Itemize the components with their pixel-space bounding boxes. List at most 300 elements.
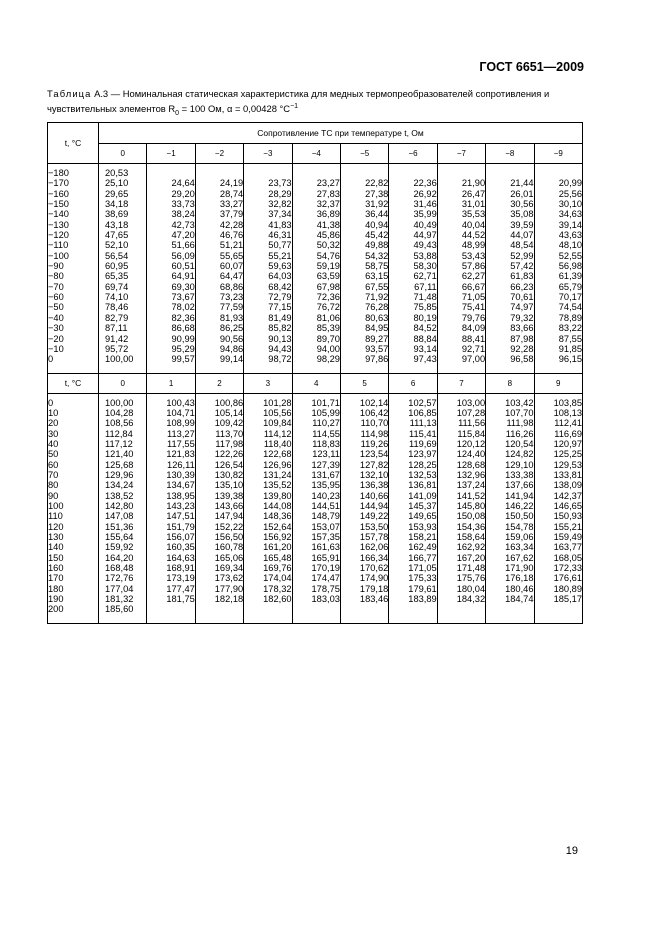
table-row xyxy=(48,501,583,511)
table-row xyxy=(48,480,583,490)
resistance-cell: 35,53 xyxy=(437,209,485,219)
resistance-cell: 123,11 xyxy=(292,449,340,459)
resistance-cell: 140,23 xyxy=(292,491,340,501)
resistance-cell: 22,36 xyxy=(389,178,437,188)
table-row xyxy=(48,344,583,354)
table-row xyxy=(48,460,583,470)
resistance-cell: 126,96 xyxy=(244,460,292,470)
resistance-cell: 115,41 xyxy=(389,429,437,439)
resistance-cell: 76,72 xyxy=(292,302,340,312)
resistance-cell xyxy=(389,164,437,179)
resistance-cell: 159,49 xyxy=(534,532,582,542)
resistance-cell: 156,92 xyxy=(244,532,292,542)
resistance-cell: 151,79 xyxy=(147,522,195,532)
resistance-cell: 145,80 xyxy=(437,501,485,511)
caption-label: Таблица xyxy=(47,88,92,99)
table-row xyxy=(48,491,583,501)
resistance-cell: 168,05 xyxy=(534,553,582,563)
resistance-cell: 82,36 xyxy=(147,313,195,323)
resistance-cell: 169,76 xyxy=(244,563,292,573)
resistance-cell: 71,05 xyxy=(437,292,485,302)
resistance-cell: 30,10 xyxy=(534,199,582,209)
resistance-cell: 95,72 xyxy=(99,344,147,354)
resistance-cell: 137,24 xyxy=(437,480,485,490)
temperature-cell: −170 xyxy=(48,178,99,188)
resistance-cell: 82,79 xyxy=(99,313,147,323)
temperature-cell: 180 xyxy=(48,584,99,594)
resistance-cell: 106,85 xyxy=(389,408,437,418)
resistance-cell: 148,36 xyxy=(244,511,292,521)
resistance-cell: 95,29 xyxy=(147,344,195,354)
resistance-cell: 135,10 xyxy=(195,480,243,490)
resistance-cell: 93,14 xyxy=(389,344,437,354)
table-row xyxy=(48,271,583,281)
resistance-cell: 157,78 xyxy=(340,532,388,542)
temperature-cell: 110 xyxy=(48,511,99,521)
table-caption xyxy=(47,88,587,120)
table-row xyxy=(48,164,583,179)
pos-column-header: 5 xyxy=(340,373,388,393)
resistance-cell: 122,68 xyxy=(244,449,292,459)
resistance-cell: 107,70 xyxy=(486,408,534,418)
resistance-cell: 131,67 xyxy=(292,470,340,480)
temperature-cell: 40 xyxy=(48,439,99,449)
resistance-cell: 75,85 xyxy=(389,302,437,312)
resistance-cell: 160,78 xyxy=(195,542,243,552)
resistance-cell: 102,57 xyxy=(389,393,437,408)
resistance-cell: 162,92 xyxy=(437,542,485,552)
resistance-cell: 27,83 xyxy=(292,189,340,199)
resistance-cell: 26,47 xyxy=(437,189,485,199)
resistance-cell: 109,42 xyxy=(195,418,243,428)
resistance-cell: 146,22 xyxy=(486,501,534,511)
resistance-cell: 147,51 xyxy=(147,511,195,521)
resistance-cell: 139,38 xyxy=(195,491,243,501)
resistance-cell xyxy=(244,604,292,623)
resistance-cell: 26,92 xyxy=(389,189,437,199)
resistance-cell: 100,86 xyxy=(195,393,243,408)
resistance-cell: 31,92 xyxy=(340,199,388,209)
resistance-cell: 47,20 xyxy=(147,230,195,240)
resistance-cell: 83,22 xyxy=(534,323,582,333)
resistance-cell: 52,10 xyxy=(99,240,147,250)
pos-column-header: 6 xyxy=(389,373,437,393)
resistance-cell: 174,90 xyxy=(340,573,388,583)
resistance-cell: 98,72 xyxy=(244,354,292,373)
pos-column-header: 3 xyxy=(244,373,292,393)
resistance-cell: 44,97 xyxy=(389,230,437,240)
neg-column-header: −1 xyxy=(147,144,195,164)
resistance-cell: 105,56 xyxy=(244,408,292,418)
resistance-cell: 63,15 xyxy=(340,271,388,281)
resistance-cell: 132,53 xyxy=(389,470,437,480)
resistance-cell: 177,90 xyxy=(195,584,243,594)
resistance-cell: 49,88 xyxy=(340,240,388,250)
resistance-cell: 48,10 xyxy=(534,240,582,250)
resistance-cell: 172,33 xyxy=(534,563,582,573)
resistance-cell: 155,64 xyxy=(99,532,147,542)
resistance-cell: 118,40 xyxy=(244,439,292,449)
resistance-cell: 162,06 xyxy=(340,542,388,552)
resistance-cell: 34,63 xyxy=(534,209,582,219)
table-row xyxy=(48,178,583,188)
resistance-cell: 62,71 xyxy=(389,271,437,281)
resistance-cell: 161,20 xyxy=(244,542,292,552)
resistance-cell: 129,10 xyxy=(486,460,534,470)
table-row xyxy=(48,251,583,261)
resistance-cell: 21,44 xyxy=(486,178,534,188)
resistance-cell: 52,55 xyxy=(534,251,582,261)
table-row xyxy=(48,408,583,418)
resistance-cell: 101,71 xyxy=(292,393,340,408)
resistance-cell: 176,61 xyxy=(534,573,582,583)
resistance-cell: 149,22 xyxy=(340,511,388,521)
resistance-cell: 165,06 xyxy=(195,553,243,563)
resistance-cell: 37,79 xyxy=(195,209,243,219)
resistance-cell xyxy=(147,164,195,179)
temperature-cell: 160 xyxy=(48,563,99,573)
resistance-cell: 115,84 xyxy=(437,429,485,439)
resistance-cell: 67,98 xyxy=(292,282,340,292)
resistance-cell: 180,46 xyxy=(486,584,534,594)
resistance-cell: 87,55 xyxy=(534,334,582,344)
resistance-cell: 147,08 xyxy=(99,511,147,521)
temperature-cell: −140 xyxy=(48,209,99,219)
t-column-header: t, °С xyxy=(48,123,99,164)
resistance-cell: 80,63 xyxy=(340,313,388,323)
resistance-cell: 45,86 xyxy=(292,230,340,240)
resistance-cell: 53,88 xyxy=(389,251,437,261)
resistance-cell: 100,43 xyxy=(147,393,195,408)
temperature-cell: −150 xyxy=(48,199,99,209)
pos-column-header: 2 xyxy=(195,373,243,393)
resistance-cell: 132,10 xyxy=(340,470,388,480)
resistance-cell: 56,09 xyxy=(147,251,195,261)
table-row xyxy=(48,240,583,250)
resistance-cell: 108,13 xyxy=(534,408,582,418)
resistance-cell: 84,95 xyxy=(340,323,388,333)
resistance-cell xyxy=(389,604,437,623)
resistance-cell: 182,60 xyxy=(244,594,292,604)
resistance-cell: 167,62 xyxy=(486,553,534,563)
resistance-cell: 175,33 xyxy=(389,573,437,583)
resistance-cell: 58,30 xyxy=(389,261,437,271)
resistance-cell: 137,66 xyxy=(486,480,534,490)
resistance-cell: 184,74 xyxy=(486,594,534,604)
resistance-cell: 112,41 xyxy=(534,418,582,428)
resistance-cell: 163,77 xyxy=(534,542,582,552)
resistance-cell: 169,34 xyxy=(195,563,243,573)
resistance-cell: 141,52 xyxy=(437,491,485,501)
resistance-cell: 36,89 xyxy=(292,209,340,219)
temperature-cell: 50 xyxy=(48,449,99,459)
resistance-cell xyxy=(195,604,243,623)
resistance-cell: 41,38 xyxy=(292,220,340,230)
temperature-cell: 10 xyxy=(48,408,99,418)
resistance-cell: 150,93 xyxy=(534,511,582,521)
resistance-cell: 136,81 xyxy=(389,480,437,490)
resistance-cell: 153,07 xyxy=(292,522,340,532)
resistance-cell: 24,64 xyxy=(147,178,195,188)
resistance-cell: 66,23 xyxy=(486,282,534,292)
resistance-cell: 68,86 xyxy=(195,282,243,292)
resistance-cell: 97,43 xyxy=(389,354,437,373)
resistance-cell: 58,75 xyxy=(340,261,388,271)
resistance-cell: 166,77 xyxy=(389,553,437,563)
resistance-cell: 43,18 xyxy=(99,220,147,230)
resistance-cell: 57,86 xyxy=(437,261,485,271)
resistance-cell: 29,20 xyxy=(147,189,195,199)
resistance-cell: 81,49 xyxy=(244,313,292,323)
resistance-cell: 55,21 xyxy=(244,251,292,261)
resistance-cell: 32,82 xyxy=(244,199,292,209)
neg-column-header: −3 xyxy=(244,144,292,164)
resistance-cell: 78,89 xyxy=(534,313,582,323)
resistance-cell: 34,18 xyxy=(99,199,147,209)
resistance-cell: 30,56 xyxy=(486,199,534,209)
resistance-cell: 44,07 xyxy=(486,230,534,240)
temperature-cell: 90 xyxy=(48,491,99,501)
temperature-cell: 130 xyxy=(48,532,99,542)
resistance-cell: 26,01 xyxy=(486,189,534,199)
pos-column-header: 0 xyxy=(99,373,147,393)
neg-column-header: −2 xyxy=(195,144,243,164)
temperature-cell: −60 xyxy=(48,292,99,302)
resistance-cell: 43,63 xyxy=(534,230,582,240)
resistance-cell: 124,40 xyxy=(437,449,485,459)
table-row xyxy=(48,334,583,344)
resistance-cell: 65,35 xyxy=(99,271,147,281)
resistance-cell: 164,63 xyxy=(147,553,195,563)
resistance-cell: 23,27 xyxy=(292,178,340,188)
resistance-cell: 138,95 xyxy=(147,491,195,501)
resistance-cell: 149,65 xyxy=(389,511,437,521)
resistance-cell: 91,42 xyxy=(99,334,147,344)
resistance-cell: 128,68 xyxy=(437,460,485,470)
temperature-cell: −40 xyxy=(48,313,99,323)
resistance-cell: 116,26 xyxy=(486,429,534,439)
resistance-cell: 170,19 xyxy=(292,563,340,573)
resistance-cell: 135,52 xyxy=(244,480,292,490)
resistance-cell: 134,24 xyxy=(99,480,147,490)
temperature-cell: −100 xyxy=(48,251,99,261)
resistance-cell: 117,55 xyxy=(147,439,195,449)
resistance-cell: 114,98 xyxy=(340,429,388,439)
table-row xyxy=(48,313,583,323)
resistance-cell: 69,74 xyxy=(99,282,147,292)
resistance-cell: 177,04 xyxy=(99,584,147,594)
resistance-cell: 130,82 xyxy=(195,470,243,480)
resistance-cell: 46,76 xyxy=(195,230,243,240)
table-row xyxy=(48,282,583,292)
resistance-cell: 116,69 xyxy=(534,429,582,439)
resistance-cell: 20,99 xyxy=(534,178,582,188)
table-row xyxy=(48,532,583,542)
resistance-cell: 148,79 xyxy=(292,511,340,521)
resistance-cell: 144,08 xyxy=(244,501,292,511)
resistance-cell: 105,99 xyxy=(292,408,340,418)
resistance-cell: 161,63 xyxy=(292,542,340,552)
resistance-cell: 130,39 xyxy=(147,470,195,480)
resistance-cell: 67,55 xyxy=(340,282,388,292)
resistance-cell: 133,38 xyxy=(486,470,534,480)
resistance-cell: 178,75 xyxy=(292,584,340,594)
resistance-cell: 84,09 xyxy=(437,323,485,333)
resistance-cell: 68,42 xyxy=(244,282,292,292)
resistance-cell: 103,85 xyxy=(534,393,582,408)
temperature-cell: −70 xyxy=(48,282,99,292)
resistance-cell: 62,27 xyxy=(437,271,485,281)
resistance-cell: 173,19 xyxy=(147,573,195,583)
resistance-cell: 50,77 xyxy=(244,240,292,250)
resistance-cell: 138,52 xyxy=(99,491,147,501)
resistance-cell: 29,65 xyxy=(99,189,147,199)
resistance-cell: 142,80 xyxy=(99,501,147,511)
resistance-cell: 98,29 xyxy=(292,354,340,373)
resistance-cell: 185,60 xyxy=(99,604,147,623)
resistance-cell: 88,84 xyxy=(389,334,437,344)
resistance-cell: 183,03 xyxy=(292,594,340,604)
resistance-cell: 102,14 xyxy=(340,393,388,408)
resistance-cell: 143,66 xyxy=(195,501,243,511)
resistance-cell: 179,61 xyxy=(389,584,437,594)
resistance-table xyxy=(47,122,583,624)
resistance-cell: 156,07 xyxy=(147,532,195,542)
resistance-cell: 119,69 xyxy=(389,439,437,449)
table-row xyxy=(48,439,583,449)
table-row xyxy=(48,604,583,623)
resistance-cell: 65,79 xyxy=(534,282,582,292)
resistance-cell: 175,76 xyxy=(437,573,485,583)
resistance-cell: 129,53 xyxy=(534,460,582,470)
table-row xyxy=(48,563,583,573)
resistance-cell: 92,71 xyxy=(437,344,485,354)
resistance-cell: 167,20 xyxy=(437,553,485,563)
table-row xyxy=(48,354,583,373)
resistance-cell: 59,19 xyxy=(292,261,340,271)
resistance-cell: 171,90 xyxy=(486,563,534,573)
resistance-cell: 42,28 xyxy=(195,220,243,230)
temperature-cell: 200 xyxy=(48,604,99,623)
table-row xyxy=(48,199,583,209)
resistance-cell: 117,12 xyxy=(99,439,147,449)
resistance-cell: 134,67 xyxy=(147,480,195,490)
resistance-cell: 40,49 xyxy=(389,220,437,230)
resistance-cell: 122,26 xyxy=(195,449,243,459)
resistance-cell: 163,34 xyxy=(486,542,534,552)
resistance-cell: 44,52 xyxy=(437,230,485,240)
resistance-cell: 110,70 xyxy=(340,418,388,428)
resistance-cell: 129,96 xyxy=(99,470,147,480)
resistance-cell: 80,19 xyxy=(389,313,437,323)
table-row xyxy=(48,292,583,302)
resistance-cell: 171,48 xyxy=(437,563,485,573)
neg-column-header: −8 xyxy=(486,144,534,164)
resistance-cell: 139,80 xyxy=(244,491,292,501)
resistance-cell: 120,97 xyxy=(534,439,582,449)
table-row xyxy=(48,553,583,563)
resistance-cell: 50,32 xyxy=(292,240,340,250)
temperature-cell: −130 xyxy=(48,220,99,230)
table-row xyxy=(48,302,583,312)
resistance-cell: 66,67 xyxy=(437,282,485,292)
table-row xyxy=(48,470,583,480)
resistance-cell: 35,99 xyxy=(389,209,437,219)
temperature-cell: 140 xyxy=(48,542,99,552)
resistance-cell: 60,07 xyxy=(195,261,243,271)
resistance-cell: 94,43 xyxy=(244,344,292,354)
resistance-cell: 174,47 xyxy=(292,573,340,583)
resistance-cell: 128,25 xyxy=(389,460,437,470)
resistance-cell: 150,08 xyxy=(437,511,485,521)
caption-subscript: 0 xyxy=(175,109,180,117)
resistance-cell: 57,42 xyxy=(486,261,534,271)
resistance-cell: 123,54 xyxy=(340,449,388,459)
resistance-cell: 124,82 xyxy=(486,449,534,459)
resistance-cell: 133,81 xyxy=(534,470,582,480)
resistance-cell: 70,17 xyxy=(534,292,582,302)
resistance-cell: 94,00 xyxy=(292,344,340,354)
resistance-cell: 111,56 xyxy=(437,418,485,428)
resistance-cell: 108,56 xyxy=(99,418,147,428)
resistance-cell: 64,03 xyxy=(244,271,292,281)
resistance-cell: 71,92 xyxy=(340,292,388,302)
resistance-cell: 183,89 xyxy=(389,594,437,604)
resistance-cell: 121,83 xyxy=(147,449,195,459)
resistance-cell: 89,70 xyxy=(292,334,340,344)
resistance-cell: 35,08 xyxy=(486,209,534,219)
resistance-cell: 180,89 xyxy=(534,584,582,594)
resistance-cell: 32,37 xyxy=(292,199,340,209)
resistance-cell: 36,44 xyxy=(340,209,388,219)
resistance-cell: 142,37 xyxy=(534,491,582,501)
temperature-cell: 0 xyxy=(48,393,99,408)
resistance-cell: 108,99 xyxy=(147,418,195,428)
table-row xyxy=(48,261,583,271)
resistance-cell: 38,24 xyxy=(147,209,195,219)
resistance-cell: 159,92 xyxy=(99,542,147,552)
resistance-cell: 100,00 xyxy=(99,393,147,408)
resistance-cell: 96,58 xyxy=(486,354,534,373)
resistance-cell: 141,94 xyxy=(486,491,534,501)
table-row xyxy=(48,542,583,552)
resistance-cell: 184,32 xyxy=(437,594,485,604)
resistance-header: Сопротивление ТС при температуре t, Ом xyxy=(99,123,583,144)
temperature-cell: −160 xyxy=(48,189,99,199)
neg-column-header: −7 xyxy=(437,144,485,164)
resistance-cell: 46,31 xyxy=(244,230,292,240)
resistance-cell: 103,42 xyxy=(486,393,534,408)
resistance-cell: 152,22 xyxy=(195,522,243,532)
temperature-cell: −110 xyxy=(48,240,99,250)
resistance-cell: 54,76 xyxy=(292,251,340,261)
resistance-cell: 131,24 xyxy=(244,470,292,480)
resistance-cell: 181,75 xyxy=(147,594,195,604)
temperature-cell: 80 xyxy=(48,480,99,490)
resistance-cell: 154,36 xyxy=(437,522,485,532)
resistance-cell: 81,06 xyxy=(292,313,340,323)
resistance-cell: 109,84 xyxy=(244,418,292,428)
standard-number: ГОСТ 6651—2009 xyxy=(479,60,584,74)
resistance-cell: 64,91 xyxy=(147,271,195,281)
resistance-cell: 150,50 xyxy=(486,511,534,521)
resistance-cell xyxy=(534,164,582,179)
resistance-cell: 140,66 xyxy=(340,491,388,501)
resistance-cell: 179,18 xyxy=(340,584,388,594)
resistance-cell: 182,18 xyxy=(195,594,243,604)
resistance-cell: 84,52 xyxy=(389,323,437,333)
resistance-cell: 92,28 xyxy=(486,344,534,354)
